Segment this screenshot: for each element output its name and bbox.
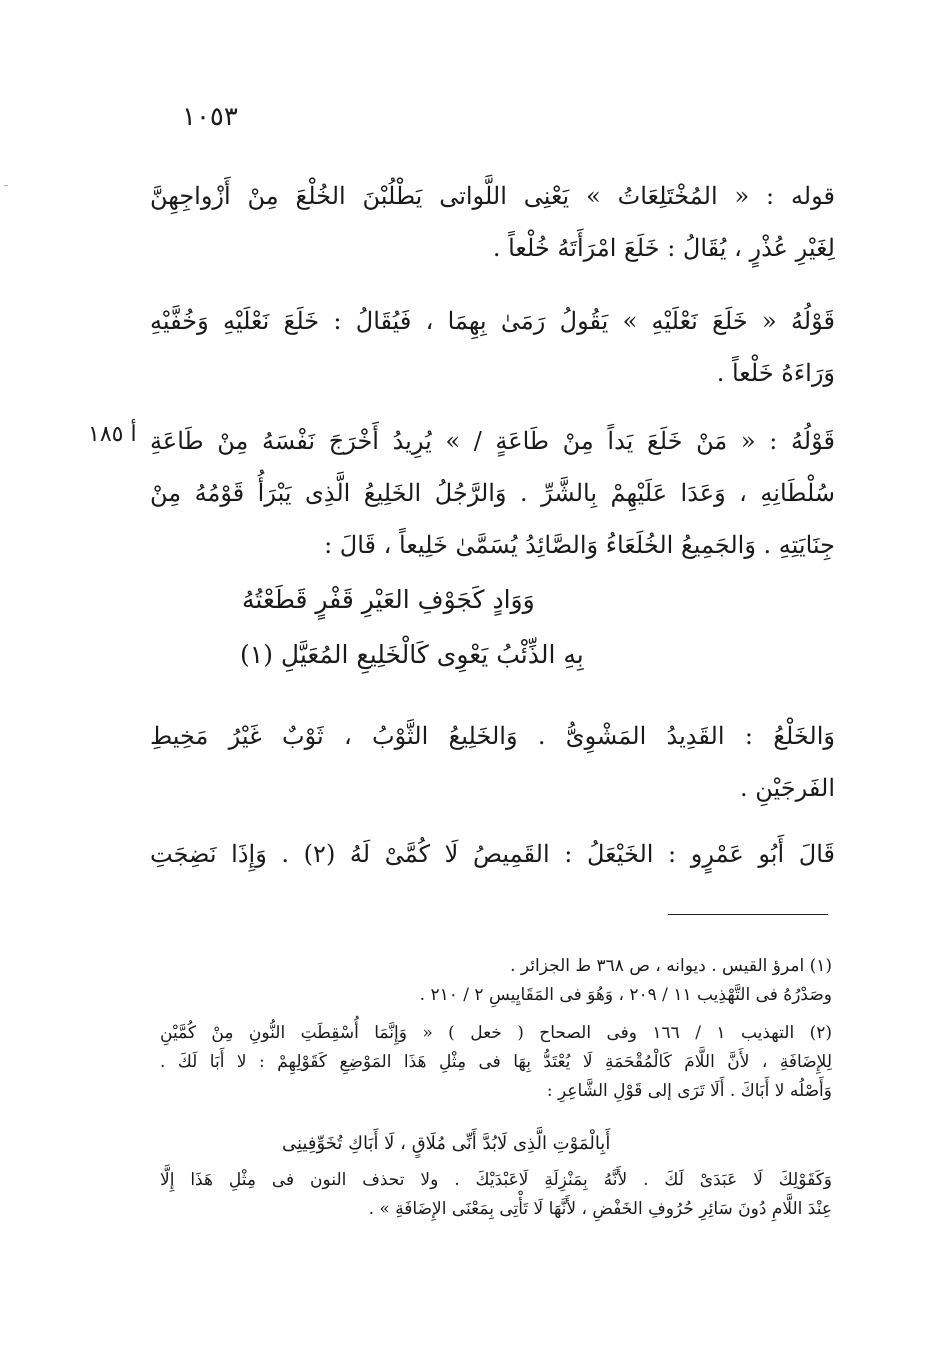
paragraph-5	[150, 828, 835, 880]
footnote-1	[160, 952, 832, 1010]
verse-line-2: بِهِ الذِّئْبُ يَعْوِى كَالْخَلِيعِ المُعَيَّلِ (١)	[240, 640, 584, 669]
paragraph-1	[150, 170, 835, 274]
margin-mark	[4, 185, 8, 186]
footnote-verse: أَبِالْمَوْتِ الَّذِى لَابُدَّ أَنِّى مُلَاقٍ ، لَا أَبَاكِ تُخَوِّفِينِى	[282, 1133, 611, 1154]
footnote-line: لِلإِضَافَةِ ، لأَنَّ اللَّامَ كَالْمُقْحَمَةِ لَا يُعْتَدُّ بِهَا فى مِثْلِ هَذَا المَوْضِعِ كَقَوْلِهِمْ : لا أَبَا لَكَ .	[160, 1052, 832, 1072]
text-line: وَالخَلْعُ : القَدِيدُ المَشْوِىُّ . وَالخَلِيعُ الثَّوْبُ ، ثَوْبٌ غَيْرُ مَخِيطِ	[150, 722, 835, 750]
footnote-line: (٢) التهذيب ١ / ١٦٦ وفى الصحاح ( خعل ) « وَإِنَّمَا أُسْقِطَتِ النُّونِ مِنْ كُمَّيْنِ	[160, 1023, 833, 1043]
text-line: الفَرجَيْنِ .	[740, 774, 835, 802]
verse-line-1: وَوَادٍ كَجَوْفِ العَيْرِ قَفْرٍ قَطَعْتُهُ	[242, 585, 535, 614]
footnote-line: (١) امرؤ القيس . ديوانه ، ص ٣٦٨ ط الجزائر .	[510, 956, 832, 976]
text-line: سُلْطَانِهِ ، وَعَدَا عَلَيْهِمْ بِالشَّرِّ . وَالرَّجُلُ الخَلِيعُ الَّذِى يَبْرَأُ قَوْمُهُ مِنْ	[150, 479, 835, 507]
text-line: لِغَيْرِ عُذْرٍ ، يُقَالُ : خَلَعَ امْرَأَتَهُ خُلْعاً .	[492, 234, 835, 262]
footnote-line: وَكَقَوْلِكَ لَا عَبَدَىْ لَكَ . لأَنَّهُ بِمَنْزِلَةِ لَاعَبْدَيْكَ . ولا تحذف النون فى مِثْلِ هَذَا إِلَّا	[160, 1170, 832, 1190]
footnote-2	[160, 1019, 832, 1106]
text-line: قَوْلُهُ « خَلَعَ نَعْلَيْهِ » يَقُولُ رَمَىٰ بِهِمَا ، فَيُقَالُ : خَلَعَ نَعْلَيْهِ وَخُفَّيْهِ	[150, 307, 835, 335]
text-line: وَرَاءَهُ خَلْعاً .	[716, 359, 835, 387]
footnote-line: وَأَصْلُه لا أَبَاكَ . أَلَا تَرَى إلى قَوْلِ الشَّاعِرِ :	[546, 1081, 832, 1101]
text-line: قوله : « المُخْتَلِعَاتُ » يَعْنِى اللَّواتى يَطْلُبْنَ الخُلْعَ مِنْ أَزْواجِهِنَّ	[150, 182, 835, 210]
page-number: ١٠٥٣	[182, 102, 238, 132]
footnote-2-continued	[160, 1166, 832, 1224]
text-line: قَالَ أَبُو عَمْرٍو : الخَيْعَلُ : القَمِيصُ لَا كُمَّىْ لَهُ (٢) . وَإِذَا نَضِجَتِ	[150, 840, 836, 868]
text-line: جِنَايَتِهِ . وَالجَمِيعُ الخُلَعَاءُ وَالصَّائِدُ يُسَمَّىٰ خَلِيعاً ، قَالَ :	[324, 531, 835, 559]
paragraph-2	[150, 295, 835, 399]
footnote-separator	[668, 914, 828, 915]
footnote-line: عِنْدَ اللَّامِ دُونَ سَائِرِ حُرُوفِ الخَفْضِ ، لأَنَّهَا لَا تَأْتِى بِمَعْنَى الإِضَافَةِ » .	[368, 1199, 832, 1219]
margin-folio-note: أ ١٨٥	[88, 422, 137, 447]
footnote-line: وصَدْرُهُ فى التَّهْذِيب ١١ / ٢٠٩ ، وَهُوَ فى المَقَايِيسِ ٢ / ٢١٠ .	[419, 985, 832, 1005]
paragraph-3	[150, 415, 835, 571]
text-line: قَوْلُهُ : « مَنْ خَلَعَ يَداً مِنْ طَاعَةٍ / » يُرِيدُ أَخْرَجَ نَفْسَهُ مِنْ طَاعَةِ	[150, 427, 835, 455]
paragraph-4	[150, 710, 835, 814]
